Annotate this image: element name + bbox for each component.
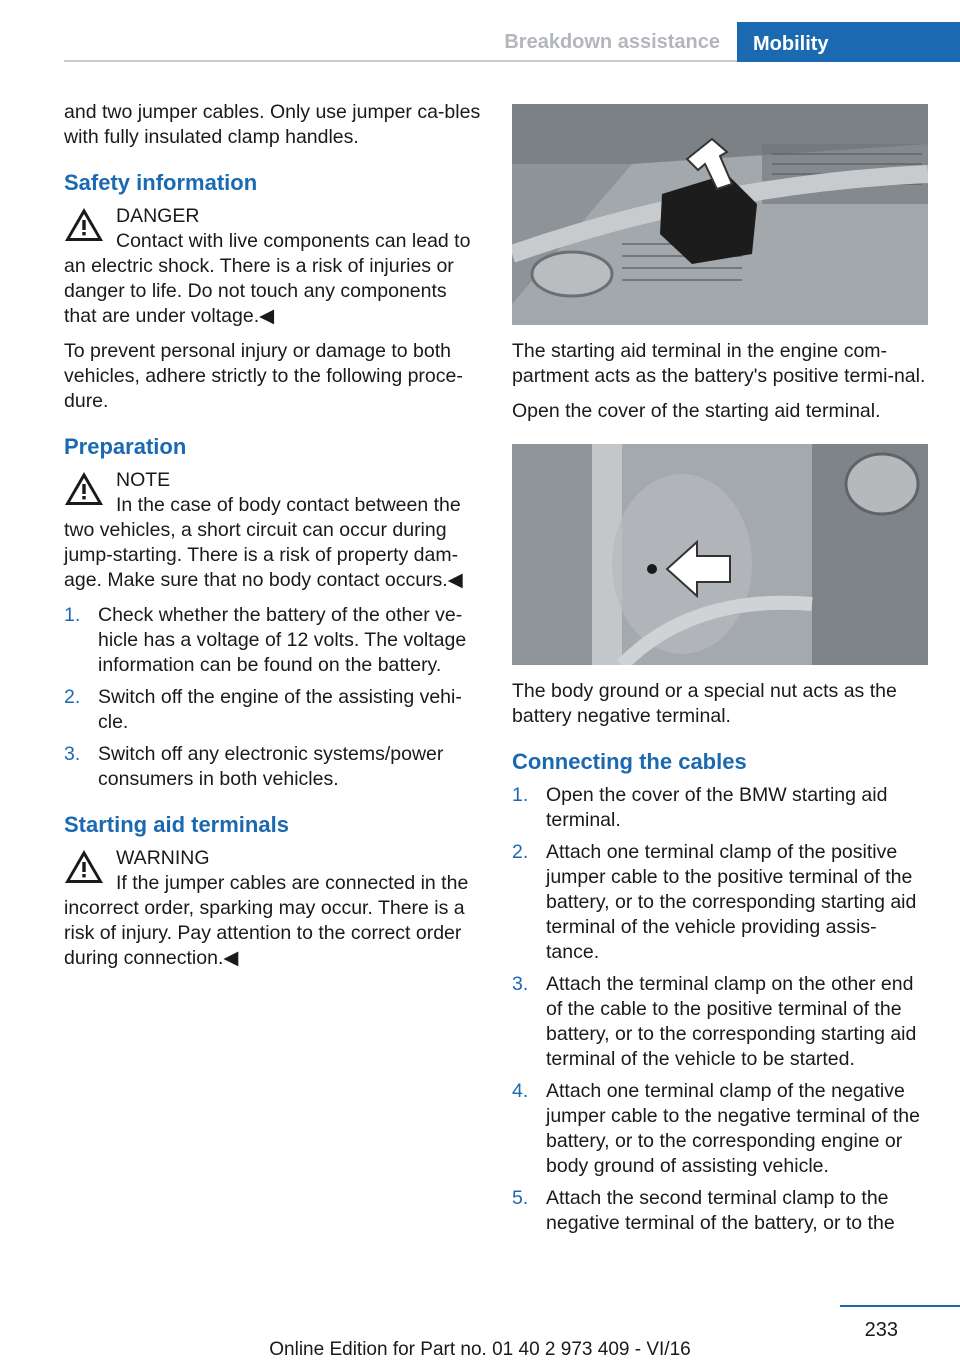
danger-text: Contact with live components can lead to an electric shock. There is a risk of injuries or danger to life. Do not touch any components that are under voltage.◀ — [64, 230, 471, 327]
step-text: Attach the terminal clamp on the other end of the cable to the positive terminal of the battery, or to the corresponding starting aid terminal of the vehicle to be started. — [546, 973, 917, 1070]
caption-negative-terminal: The body ground or a special nut acts as the battery negative terminal. — [512, 680, 897, 727]
section-title: Breakdown assistance — [504, 31, 720, 53]
list-item — [512, 972, 928, 1072]
warning-triangle-icon — [64, 206, 104, 242]
body-ground-illustration — [512, 444, 928, 665]
edition-line: Online Edition for Part no. 01 40 2 973 409 - VI/16 — [269, 1339, 691, 1360]
step-number: 2. — [512, 841, 529, 863]
warning-triangle-icon — [64, 848, 104, 884]
connecting-steps — [512, 783, 928, 1236]
safety-heading: Safety information — [64, 170, 258, 195]
step-text: Open the cover of the BMW starting aid terminal. — [546, 784, 888, 831]
starting-aid-terminal-illustration — [512, 104, 928, 325]
footer-rule — [840, 1305, 960, 1307]
note-notice — [64, 468, 482, 593]
right-column — [512, 104, 928, 1246]
left-column — [64, 100, 482, 981]
note-label: NOTE — [116, 469, 171, 491]
danger-label: DANGER — [116, 205, 200, 227]
step-number: 3. — [512, 973, 529, 995]
preparation-steps — [64, 603, 482, 792]
danger-notice — [64, 204, 482, 329]
list-item — [512, 783, 928, 833]
step-number: 1. — [64, 604, 81, 626]
step-number: 4. — [512, 1080, 529, 1102]
engine-compartment-photo — [512, 104, 928, 325]
step-text: Attach the second terminal clamp to the negative terminal of the battery, or to the — [546, 1187, 895, 1234]
step-number: 3. — [64, 743, 81, 765]
instruction-open-cover: Open the cover of the starting aid terminal. — [512, 400, 881, 422]
chapter-title: Mobility — [753, 33, 829, 55]
step-number: 1. — [512, 784, 529, 806]
step-text: Switch off any electronic systems/power consumers in both vehicles. — [98, 743, 444, 790]
warning-text: If the jumper cables are connected in the incorrect order, sparking may occur. There is a risk of injury. Pay attention to the correct order during connection.◀ — [64, 872, 469, 969]
intro-paragraph: and two jumper cables. Only use jumper ca-bles with fully insulated clamp handles. — [64, 101, 481, 148]
step-number: 2. — [64, 686, 81, 708]
page-header — [0, 0, 960, 62]
warning-triangle-icon — [64, 470, 104, 506]
note-text: In the case of body contact between the two vehicles, a short circuit can occur during jump-starting. There is a risk of property dam-age. Make sure that no body contact occurs.◀ — [64, 494, 463, 591]
connecting-heading: Connecting the cables — [512, 749, 747, 774]
step-text: Attach one terminal clamp of the negative jumper cable to the negative terminal of the battery, or to the corresponding engine or body ground of assisting vehicle. — [546, 1080, 920, 1177]
warning-label: WARNING — [116, 847, 210, 869]
list-item — [64, 603, 482, 678]
step-text: Switch off the engine of the assisting vehi-cle. — [98, 686, 462, 733]
procedure-paragraph: To prevent personal injury or damage to both vehicles, adhere strictly to the following proce-dure. — [64, 340, 463, 412]
step-text: Check whether the battery of the other ve-hicle has a voltage of 12 volts. The voltage information can be found on the battery. — [98, 604, 467, 676]
page-number: 233 — [864, 1319, 898, 1341]
step-number: 5. — [512, 1187, 529, 1209]
list-item — [64, 685, 482, 735]
chapter-tab — [737, 22, 960, 62]
list-item — [512, 840, 928, 965]
terminals-heading: Starting aid terminals — [64, 812, 289, 837]
list-item — [512, 1079, 928, 1179]
body-ground-photo — [512, 444, 928, 665]
warning-notice — [64, 846, 482, 971]
preparation-heading: Preparation — [64, 434, 187, 459]
list-item — [64, 742, 482, 792]
list-item — [512, 1186, 928, 1236]
caption-positive-terminal: The starting aid terminal in the engine com-partment acts as the battery's positive termi-nal. — [512, 340, 926, 387]
step-text: Attach one terminal clamp of the positive jumper cable to the positive terminal of the battery, or to the corresponding starting aid terminal of the vehicle providing assis-tance. — [546, 841, 917, 963]
